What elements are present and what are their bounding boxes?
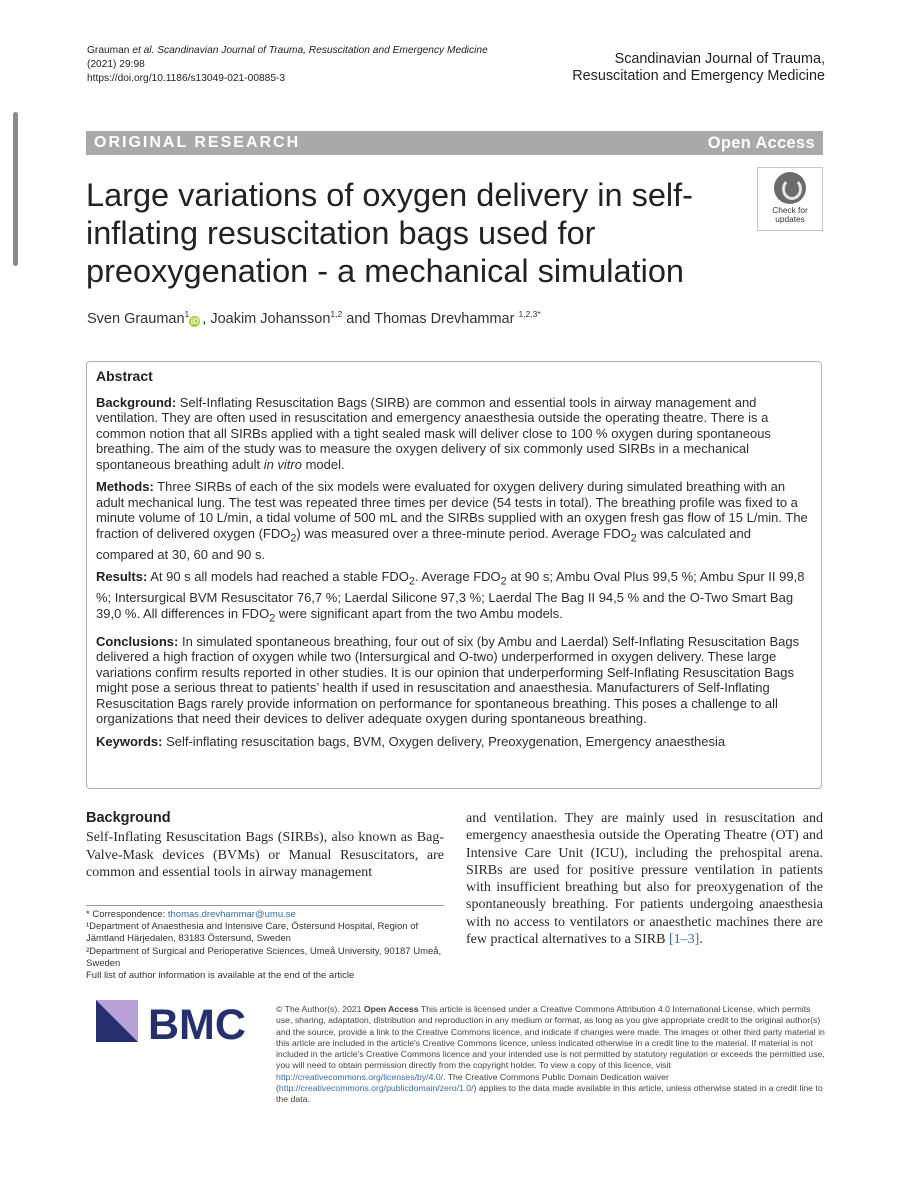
paragraph-text: Self-inflating resuscitation bags, BVM, Oxygen delivery, Preoxygenation, Emergency anaesthesia — [162, 733, 726, 749]
affiliation-sup: 1,2 — [330, 309, 343, 319]
scrollbar[interactable] — [13, 112, 18, 266]
subscript: 2 — [630, 532, 637, 545]
paragraph-text: and ventilation. They are mainly used in resuscitation and emergency anaesthesia outside the Operating Theatre (OT) and Intensive Care Unit (ICU), including the prehospital arena. SIRBs are used for positive pressure ventilation in patients with insufficient breathing but also for preoxygenation of the spontaneously breathing. For patients undergoing anaesthesia with no access to ventilators or anaesthetic machines there are few practical alternatives to a SIRB — [466, 811, 823, 948]
bmc-logo-icon — [96, 1000, 261, 1045]
subscript: 2 — [500, 575, 507, 588]
paragraph-text: . Average FDO — [414, 569, 501, 585]
author-name[interactable]: Sven Grauman — [87, 311, 185, 327]
affiliation-sup: 1,2,3* — [518, 309, 541, 319]
abstract-results — [96, 569, 812, 627]
paragraph-text: ) was measured over a three-minute period. Average FDO — [296, 525, 631, 541]
license-text — [276, 1004, 826, 1106]
affiliation-1: ¹Department of Anaesthesia and Intensive Care, Östersund Hospital, Region of Jämtland Härjedalen, 83183 Östersund, Sweden — [86, 921, 419, 945]
paragraph-text: In simulated spontaneous breathing, four out of six (by Ambu and Laerdal) Self-Inflating Resuscitation Bags delivered a high fraction of oxygen while two (Intersurgical and O-two) underperformed in oxygen delivery. These large variations confirm results reported in other studies. It is our opinion that underperforming Self-Inflating Resuscitation Bags might pose a serious threat to patients’ health if used in resuscitation and anaesthesia. Manufacturers of Self-Inflating Resuscitation Bags rarely provide information on performance for spontaneous breathing. This poses a challenge to all organizations that need their devices to deliver adequate oxygen during spontaneous breathing. — [96, 633, 800, 727]
license-body: ) applies to the data made available in this article, unless otherwise stated in a credit line to the data. — [276, 1083, 823, 1105]
paragraph-text: Self-Inflating Resuscitation Bags (SIRB) are common and essential tools in airway management and ventilation. They are often used in resuscitation and emergency anaesthesia outside the operating theatre. There is a common notion that all SIRBs applied with a tight sealed mask will deliver close to 100 % oxygen during spontaneous breathing. The aim of the study was to measure the oxygen delivery of six commonly used SIRBs in a mechanical spontaneous breathing adult — [96, 394, 771, 472]
license-open-access: Open Access — [363, 1004, 419, 1014]
paragraph-text: Three SIRBs of each of the six models were evaluated for oxygen delivery during simulated breathing with an adult mechanical lung. The test was repeated three times per device (54 tests in total). The breathing profile was fixed to a minute volume of 10 L/min, a tidal volume of 500 mL and the SIRBs supplied with an oxygen fresh gas flow of 15 L/min. The fraction of delivered oxygen (FDO — [96, 479, 808, 541]
doi-link[interactable]: https://doi.org/10.1186/s13049-021-00885-3 — [87, 73, 286, 84]
license-link[interactable]: http://creativecommons.org/publicdomain/zero/1.0/ — [278, 1083, 474, 1094]
abstract-conclusions — [96, 634, 812, 727]
section-label: Background: — [96, 394, 177, 410]
affiliation-sup: 1 — [184, 309, 190, 319]
paragraph-text: were significant apart from the two Ambu models. — [275, 605, 563, 621]
license-lead: © The Author(s). 2021 — [276, 1004, 364, 1014]
abstract-heading: Abstract — [96, 368, 153, 384]
section-label: Keywords: — [96, 733, 163, 749]
article-type: ORIGINAL RESEARCH — [94, 134, 301, 151]
orcid-icon[interactable]: iD — [190, 317, 199, 326]
author-info-note: Full list of author information is available at the end of the article — [86, 970, 355, 982]
open-access-label: Open Access — [707, 133, 815, 152]
section-label: Conclusions: — [96, 633, 179, 649]
license-body: This article is licensed under a Creative Commons Attribution 4.0 International License, which permits use, sharing, adaptation, distribution and reproduction in any medium or format, as long as you give appropriate credit to the original author(s) and the source, provide a link to the Creative Commons licence, and indicate if changes were made. The images or other third party material in this article are included in the article's Creative Commons licence, unless indicated otherwise in a credit line to the material. If material is not included in the article's Creative Commons licence and your intended use is not permitted by statutory regulation or exceeds the permitted use, you will need to obtain permission directly from the copyright holder. To view a copy of this licence, visit — [276, 1004, 825, 1071]
paragraph-text: At 90 s all models had reached a stable FDO — [147, 569, 409, 585]
bmc-logo — [96, 1000, 261, 1045]
subscript: 2 — [269, 612, 276, 625]
italic-text: in vitro — [263, 456, 302, 472]
affiliation-2: ²Department of Surgical and Perioperative Sciences, Umeå University, 90187 Umeå, Sweden — [86, 945, 442, 969]
citation-header — [87, 44, 557, 86]
check-updates-line1: Check for — [772, 205, 808, 215]
section-heading: Background — [86, 810, 171, 826]
paragraph-text: at 90 s; Ambu Oval Plus 99,5 %; Ambu Spur II 99,8 %; Intersurgical BVM Resuscitator 76,7 %; Laerdal Silicone 97,3 %; Laerdal The Bag II 94,5 % and the O-Two Smart Bag 39,0 %. All differences in FDO — [96, 569, 805, 621]
journal-name-line1: Scandinavian Journal of Trauma, — [614, 51, 825, 67]
abstract-background — [96, 395, 812, 473]
article-title: Large variations of oxygen delivery in self-inflating resuscitation bags used for preoxygenation - a mechanical simulation — [86, 177, 693, 289]
citation-journal: et al. Scandinavian Journal of Trauma, Resuscitation and Emergency Medicine — [132, 45, 488, 56]
abstract-keywords — [96, 734, 812, 750]
check-for-updates-button[interactable] — [757, 167, 823, 231]
journal-name — [572, 51, 825, 85]
citation-link[interactable]: [1–3] — [668, 932, 700, 948]
paragraph-text: Self-Inflating Resuscitation Bags (SIRBs), also known as Bag-Valve-Mask devices (BVMs) or Manual Resuscitators, are common and essential tools in airway management — [86, 830, 444, 880]
author-list — [87, 309, 541, 327]
bmc-wordmark: BMC — [148, 1001, 246, 1045]
correspondence-label: * Correspondence: — [86, 909, 168, 920]
paragraph-text: . — [699, 932, 703, 948]
paragraph-text: was calculated and compared at 30, 60 and 90 s. — [96, 525, 751, 562]
footnotes — [86, 905, 444, 982]
abstract-box — [86, 361, 822, 789]
correspondence — [86, 909, 444, 921]
section-label: Methods: — [96, 479, 154, 494]
license-link[interactable]: http://creativecommons.org/licenses/by/4.0/ — [276, 1071, 444, 1082]
body-column-left — [86, 810, 444, 881]
journal-name-line2: Resuscitation and Emergency Medicine — [572, 68, 825, 84]
check-updates-line2: updates — [775, 214, 805, 224]
article-type-banner — [86, 131, 823, 155]
subscript: 2 — [408, 575, 415, 588]
paragraph-text: model. — [301, 456, 345, 472]
subscript: 2 — [290, 532, 297, 545]
abstract-methods — [96, 479, 812, 562]
license-body: . The Creative Commons Public Domain Dedication waiver ( — [276, 1071, 669, 1094]
section-label: Results: — [96, 569, 148, 585]
body-column-right — [466, 810, 823, 948]
author-name[interactable]: , Joakim Johansson — [202, 311, 331, 327]
crossmark-icon — [774, 172, 806, 204]
citation-volume: (2021) 29:98 — [87, 59, 145, 70]
email-link[interactable]: thomas.drevhammar@umu.se — [167, 909, 296, 920]
citation-authors: Grauman — [87, 45, 130, 56]
author-name[interactable]: and Thomas Drevhammar — [342, 311, 515, 327]
